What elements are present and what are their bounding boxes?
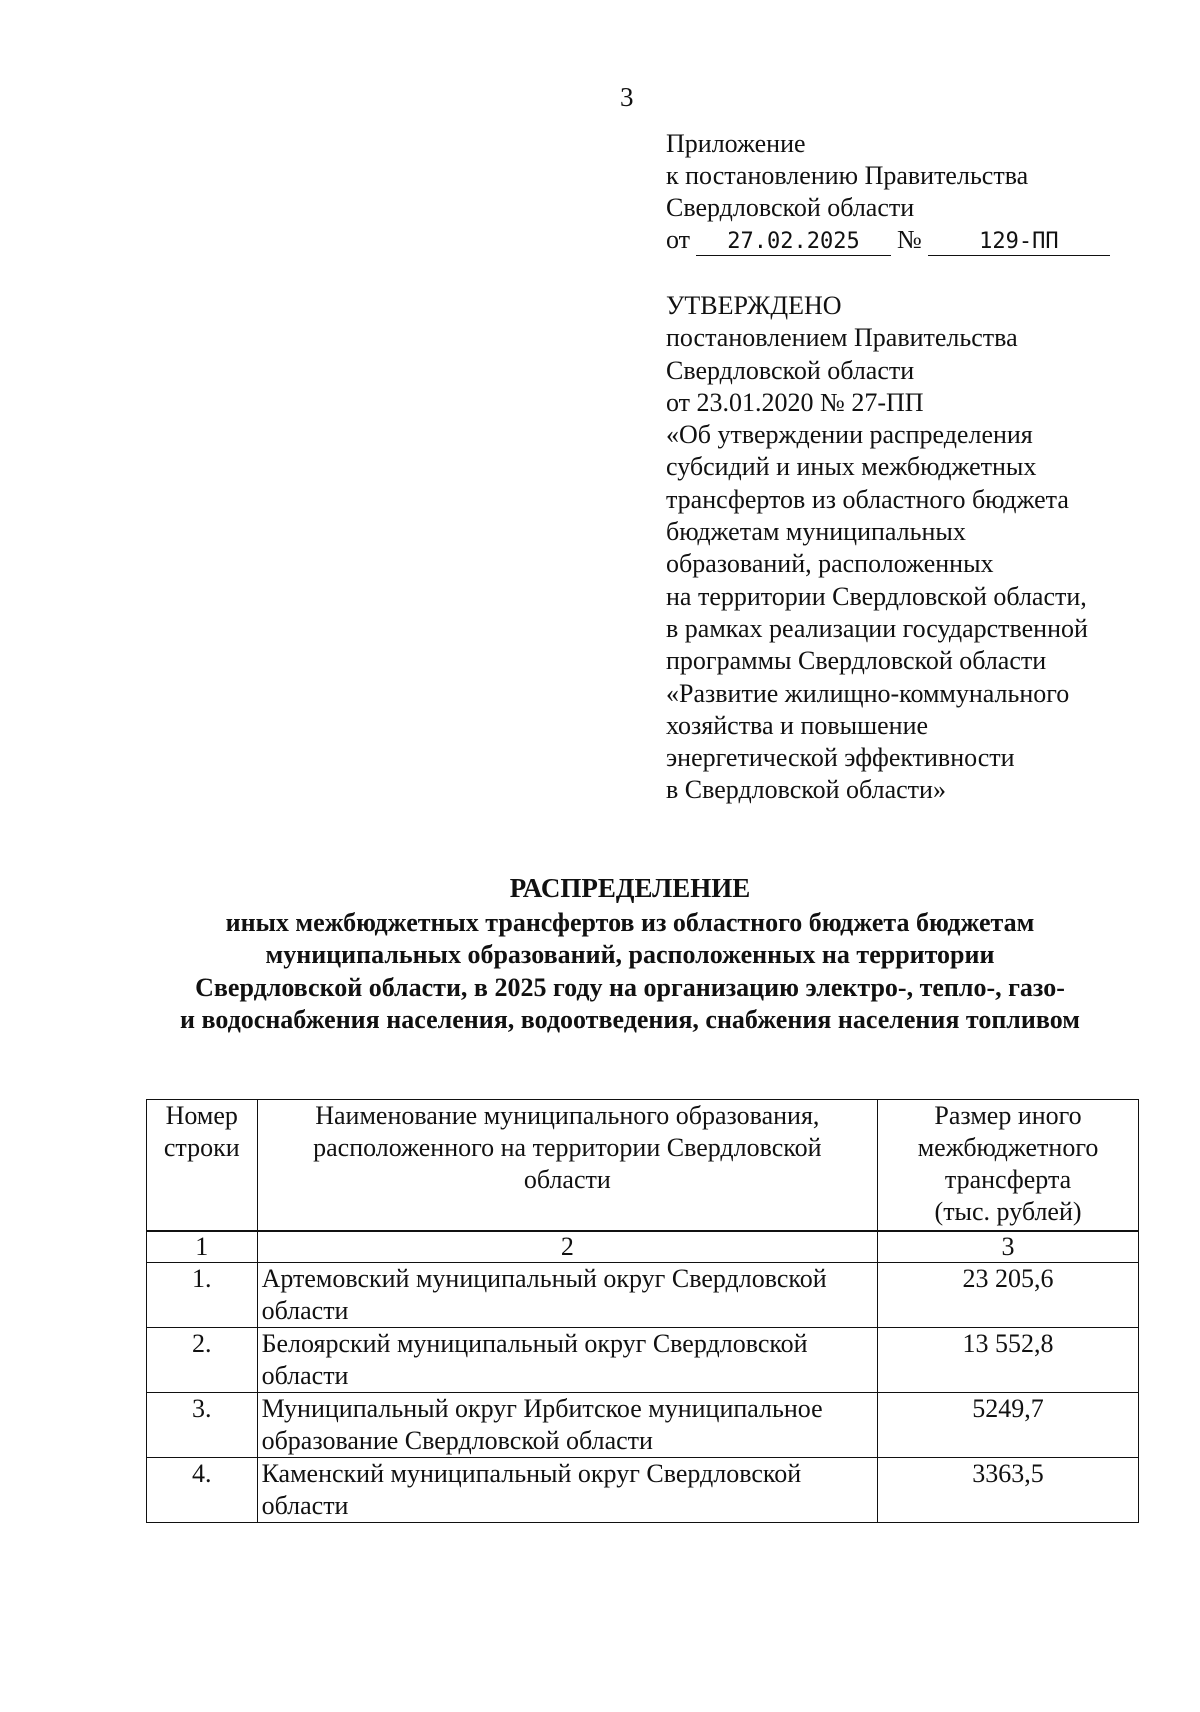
approved-line: на территории Свердловской области,	[666, 581, 1087, 611]
approved-line: хозяйства и повышение	[666, 710, 929, 740]
table-header-row	[147, 1100, 1139, 1231]
approved-line: программы Свердловской области	[666, 646, 1047, 676]
approved-line: энергетической эффективности	[666, 743, 1015, 773]
table-row	[147, 1393, 1139, 1458]
title-line: иных межбюджетных трансфертов из областного бюджета бюджетам	[225, 907, 1035, 937]
resolution-date: 27.02.2025	[696, 229, 891, 256]
appendix-block	[666, 128, 1146, 256]
column-number: 2	[257, 1232, 878, 1263]
appendix-line: Свердловской области	[666, 193, 915, 222]
header-municipality-name: Наименование муниципального образования, расположенного на территории Свердловской области	[257, 1100, 878, 1231]
title-line: Свердловской области, в 2025 году на организацию электро-, тепло-, газо-	[195, 972, 1065, 1002]
row-number: 3.	[147, 1393, 258, 1458]
column-number: 1	[147, 1232, 258, 1263]
row-number: 2.	[147, 1328, 258, 1393]
table-row	[147, 1328, 1139, 1393]
approved-block	[666, 290, 1166, 807]
approved-line: в Свердловской области»	[666, 775, 946, 805]
appendix-line: к постановлению Правительства	[666, 161, 1029, 190]
approved-heading: УТВЕРЖДЕНО	[666, 291, 842, 320]
approved-line: в рамках реализации государственной	[666, 613, 1088, 643]
distribution-table	[146, 1099, 1139, 1523]
header-row-number: Номер строки	[147, 1100, 258, 1231]
appendix-title: Приложение	[666, 129, 806, 158]
table-row	[147, 1458, 1139, 1523]
municipality-name: Муниципальный округ Ирбитское муниципальное образование Свердловской области	[257, 1393, 878, 1458]
table-row	[147, 1263, 1139, 1328]
title-line: муниципальных образований, расположенных на территории	[265, 940, 995, 969]
main-title: РАСПРЕДЕЛЕНИЕ	[509, 873, 751, 903]
approved-line: бюджетам муниципальных	[666, 517, 966, 547]
transfer-amount: 23 205,6	[878, 1263, 1139, 1328]
approved-line: от 23.01.2020 № 27-ПП	[666, 387, 924, 417]
header-transfer-amount: Размер иного межбюджетного трансферта (тыс. рублей)	[878, 1100, 1139, 1231]
approved-line: «Об утверждении распределения	[666, 420, 1033, 450]
municipality-name: Артемовский муниципальный округ Свердловской области	[257, 1263, 878, 1328]
title-line: и водоснабжения населения, водоотведения, снабжения населения топливом	[180, 1005, 1080, 1034]
column-number: 3	[878, 1232, 1139, 1263]
approved-line: субсидий и иных межбюджетных	[666, 452, 1037, 482]
column-number-row	[147, 1232, 1139, 1263]
approved-line: трансфертов из областного бюджета	[666, 484, 1069, 514]
transfer-amount: 3363,5	[878, 1458, 1139, 1523]
document-title	[110, 872, 1150, 1037]
row-number: 1.	[147, 1263, 258, 1328]
transfer-amount: 5249,7	[878, 1393, 1139, 1458]
approved-line: постановлением Правительства	[666, 323, 1018, 353]
row-number: 4.	[147, 1458, 258, 1523]
municipality-name: Белоярский муниципальный округ Свердловской области	[257, 1328, 878, 1393]
appendix-date-line	[666, 224, 1146, 256]
resolution-number: 129-ПП	[928, 229, 1110, 256]
date-prefix: от	[666, 225, 691, 254]
transfer-amount: 13 552,8	[878, 1328, 1139, 1393]
page-number: 3	[620, 82, 634, 112]
approved-line: образований, расположенных	[666, 549, 994, 579]
approved-line: «Развитие жилищно-коммунального	[666, 678, 1070, 708]
municipality-name: Каменский муниципальный округ Свердловской области	[257, 1458, 878, 1523]
number-prefix: №	[897, 225, 922, 254]
approved-line: Свердловской области	[666, 355, 915, 385]
